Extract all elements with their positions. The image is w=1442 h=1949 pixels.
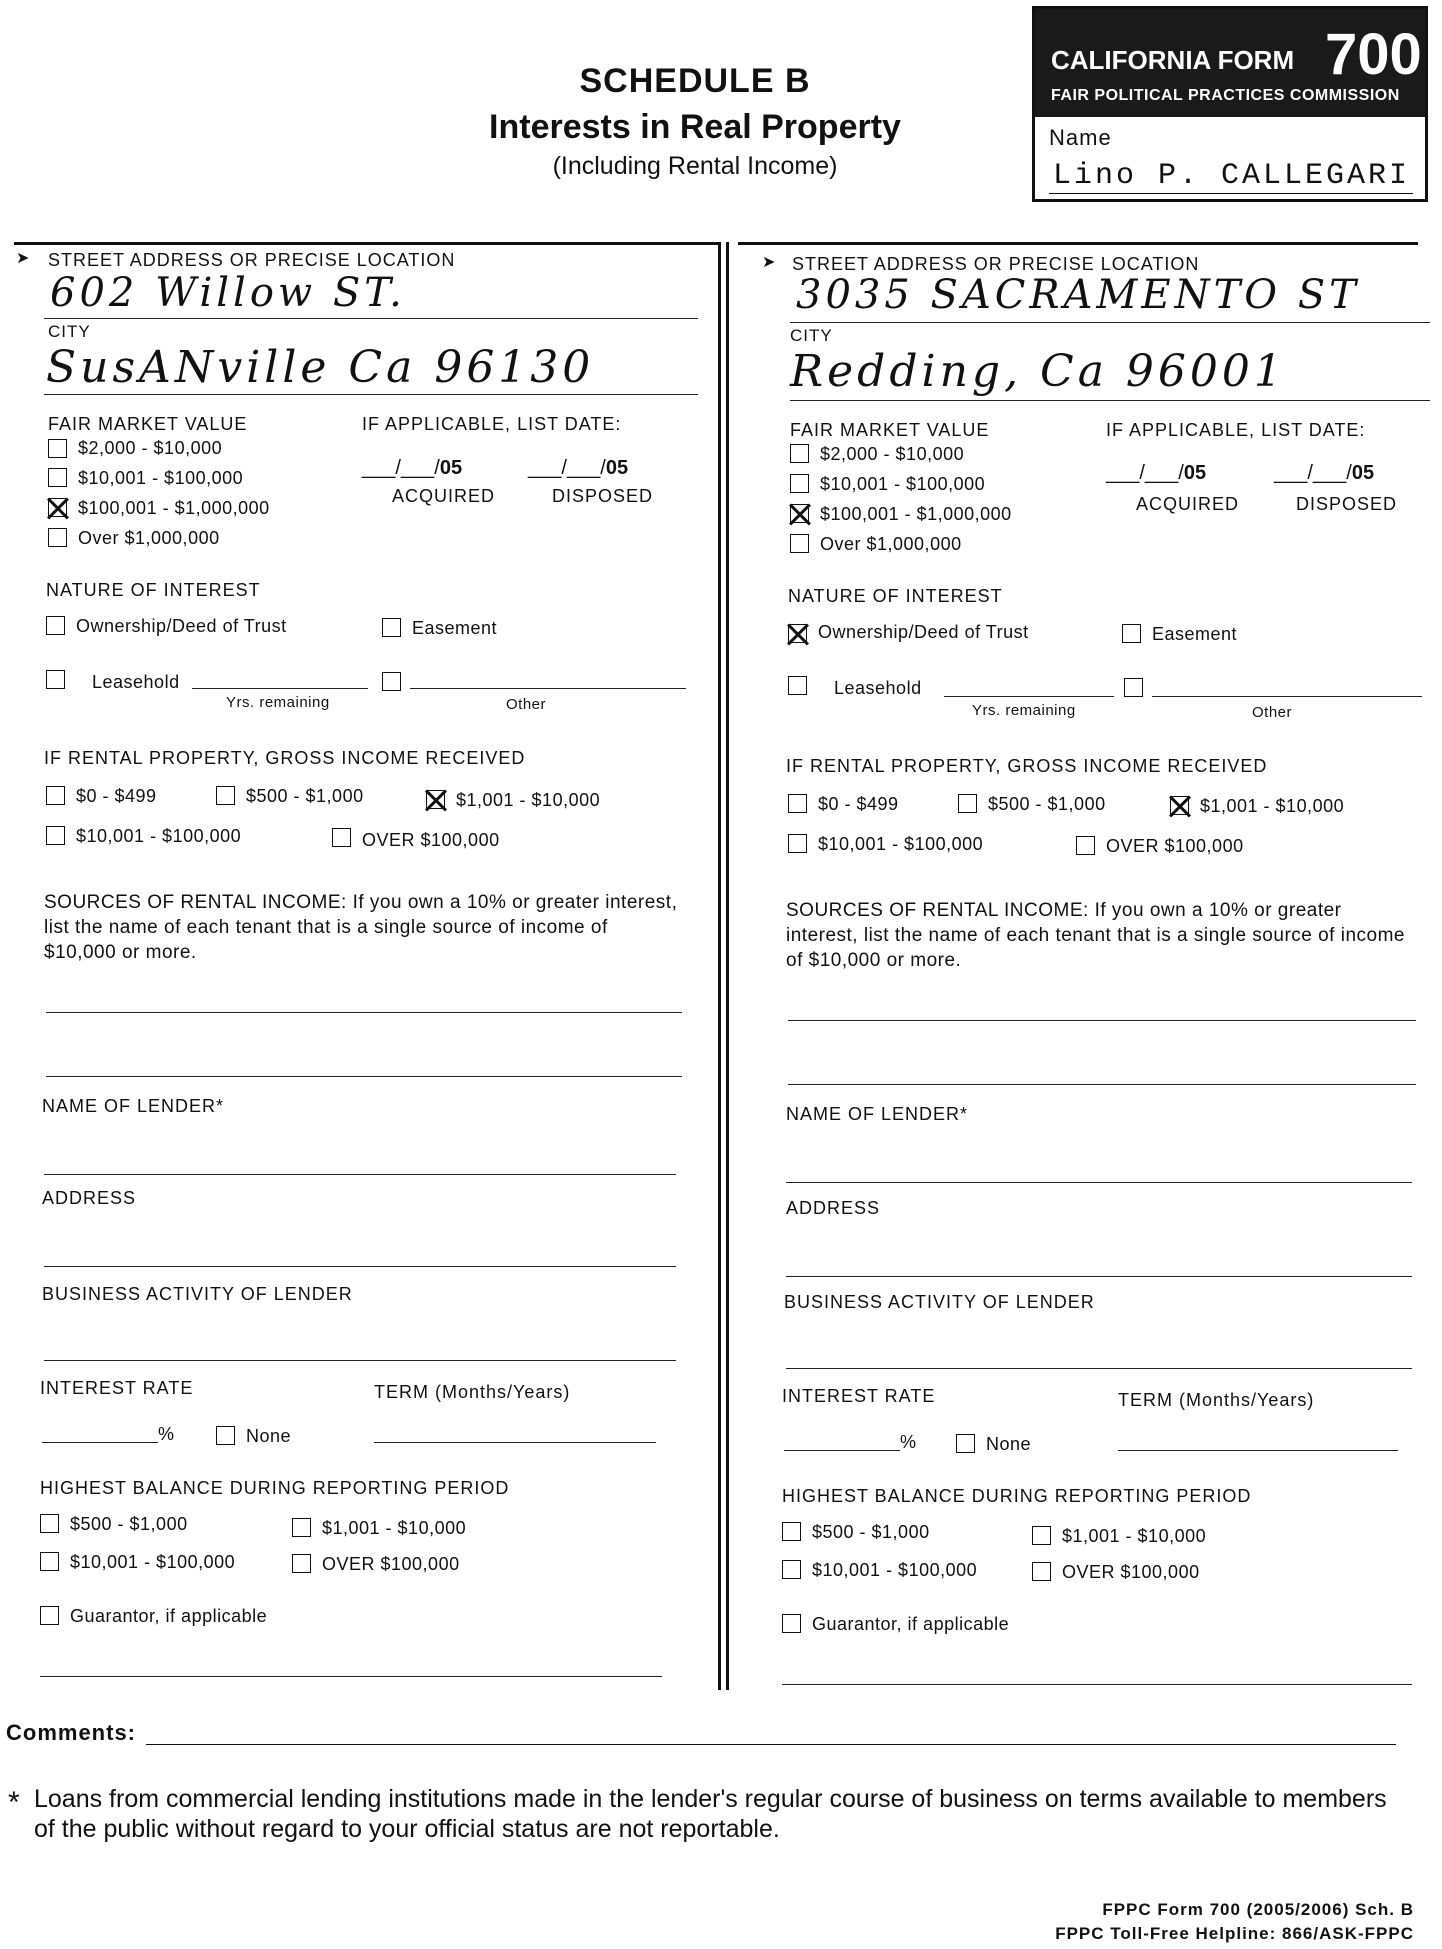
income-option-4: $10,001 - $100,000	[818, 834, 984, 854]
lender-name-label: NAME OF LENDER*	[42, 1096, 225, 1116]
sources-instructions: SOURCES OF RENTAL INCOME: If you own a 10% or greater interest, list the name of each tenant that is a single source of income of $10,000 or more.	[786, 900, 1405, 971]
balance-option-2: $1,001 - $10,000	[322, 1518, 467, 1538]
sources-instructions: SOURCES OF RENTAL INCOME: If you own a 10% or greater interest, list the name of each tenant that is a single source of income of $10,000 or more.	[44, 892, 678, 963]
interest-rate-label: INTEREST RATE	[782, 1386, 936, 1406]
schedule-note: (Including Rental Income)	[552, 152, 838, 180]
income-checkbox-4[interactable]	[788, 834, 807, 853]
disposed-date-field[interactable]: ___/___/05	[1274, 462, 1375, 484]
interest-rate-line[interactable]	[42, 1442, 158, 1443]
balance-checkbox-2[interactable]	[292, 1518, 311, 1537]
balance-checkbox-3[interactable]	[40, 1552, 59, 1571]
yrs-remaining-label: Yrs. remaining	[226, 694, 330, 711]
highest-balance-label: HIGHEST BALANCE DURING REPORTING PERIOD	[782, 1486, 1252, 1506]
income-checkbox-1[interactable]	[788, 794, 807, 813]
fmv-option-4: Over $1,000,000	[78, 528, 220, 548]
term-line[interactable]	[1118, 1450, 1398, 1451]
fmv-label: FAIR MARKET VALUE	[790, 420, 990, 440]
income-option-3: $1,001 - $10,000	[1200, 796, 1345, 816]
acquired-year: 05	[439, 457, 463, 479]
fmv-checkbox-2[interactable]	[48, 468, 67, 487]
form-id-box	[1032, 6, 1428, 202]
leasehold-label: Leasehold	[92, 672, 180, 692]
ownership-label: Ownership/Deed of Trust	[76, 616, 287, 636]
rental-income-label: IF RENTAL PROPERTY, GROSS INCOME RECEIVED	[786, 756, 1268, 776]
term-line[interactable]	[374, 1442, 656, 1443]
filer-name-field[interactable]: Lino P. CALLEGARI	[1053, 159, 1411, 193]
lender-name-label: NAME OF LENDER*	[786, 1104, 969, 1124]
fmv-checkbox-1[interactable]	[790, 444, 809, 463]
lender-address-label: ADDRESS	[42, 1188, 137, 1208]
disposed-label: DISPOSED	[552, 486, 654, 506]
street-field[interactable]: 3035 SACRAMENTO ST	[796, 272, 1360, 318]
other-line[interactable]	[410, 688, 686, 689]
balance-option-4: OVER $100,000	[322, 1554, 460, 1574]
business-activity-line[interactable]	[786, 1368, 1412, 1369]
column-top-rule	[738, 242, 1418, 245]
form-id-header	[1035, 9, 1425, 117]
balance-checkbox-3[interactable]	[782, 1560, 801, 1579]
income-option-2: $500 - $1,000	[988, 794, 1106, 814]
none-checkbox[interactable]	[216, 1426, 235, 1445]
guarantor-label: Guarantor, if applicable	[70, 1606, 268, 1626]
rental-income-label: IF RENTAL PROPERTY, GROSS INCOME RECEIVED	[44, 748, 526, 768]
other-checkbox[interactable]	[1124, 678, 1143, 697]
balance-option-3: $10,001 - $100,000	[812, 1560, 978, 1580]
street-label: STREET ADDRESS OR PRECISE LOCATION	[792, 254, 1200, 274]
yrs-remaining-line[interactable]	[192, 688, 368, 689]
guarantor-label: Guarantor, if applicable	[812, 1614, 1010, 1634]
lender-address-line[interactable]	[44, 1266, 676, 1267]
percent-sign: %	[158, 1424, 175, 1444]
balance-checkbox-4[interactable]	[1032, 1562, 1051, 1581]
fmv-option-3: $100,001 - $1,000,000	[820, 504, 1012, 524]
filer-name-label: Name	[1049, 125, 1112, 150]
street-underline	[44, 318, 698, 319]
fmv-option-1: $2,000 - $10,000	[820, 444, 965, 464]
balance-checkbox-1[interactable]	[782, 1522, 801, 1541]
helpline: FPPC Toll-Free Helpline: 866/ASK-FPPC	[1055, 1924, 1414, 1943]
income-option-3: $1,001 - $10,000	[456, 790, 601, 810]
income-option-1: $0 - $499	[76, 786, 157, 806]
street-label: STREET ADDRESS OR PRECISE LOCATION	[48, 250, 456, 270]
balance-option-4: OVER $100,000	[1062, 1562, 1200, 1582]
leasehold-label: Leasehold	[834, 678, 922, 698]
income-option-5: OVER $100,000	[1106, 836, 1244, 856]
interest-rate-label: INTEREST RATE	[40, 1378, 194, 1398]
lender-footnote: Loans from commercial lending institutions made in the lender's regular course of business on terms available to members of the public without regard to your official status are not reportable.	[34, 1785, 1387, 1843]
disposed-year: 05	[1351, 462, 1375, 484]
form-name: CALIFORNIA FORM	[1051, 45, 1295, 75]
city-field[interactable]: SusANville Ca 96130	[46, 342, 595, 393]
other-label: Other	[1252, 704, 1293, 721]
column-top-rule	[14, 242, 720, 245]
guarantor-line[interactable]	[40, 1676, 662, 1677]
fmv-checkbox-4[interactable]	[48, 528, 67, 547]
disposed-year: 05	[605, 457, 629, 479]
fmv-checkbox-4[interactable]	[790, 534, 809, 553]
income-checkbox-1[interactable]	[46, 786, 65, 805]
none-checkbox[interactable]	[956, 1434, 975, 1453]
income-option-2: $500 - $1,000	[246, 786, 364, 806]
fmv-checkbox-3-checked[interactable]	[790, 504, 809, 523]
other-checkbox[interactable]	[382, 672, 401, 691]
ownership-checkbox[interactable]	[46, 616, 65, 635]
city-label: CITY	[790, 326, 833, 345]
city-field[interactable]: Redding, Ca 96001	[790, 346, 1286, 397]
guarantor-line[interactable]	[782, 1684, 1412, 1685]
other-label: Other	[506, 696, 547, 713]
balance-option-1: $500 - $1,000	[812, 1522, 930, 1542]
sources-line-2[interactable]	[788, 1084, 1416, 1085]
lender-address-line[interactable]	[786, 1276, 1412, 1277]
easement-label: Easement	[1152, 624, 1238, 644]
commission-name: FAIR POLITICAL PRACTICES COMMISSION	[1051, 87, 1400, 104]
easement-label: Easement	[412, 618, 498, 638]
ownership-label: Ownership/Deed of Trust	[818, 622, 1029, 642]
fmv-label: FAIR MARKET VALUE	[48, 414, 248, 434]
fmv-option-3: $100,001 - $1,000,000	[78, 498, 270, 518]
city-underline	[790, 400, 1430, 401]
income-checkbox-2[interactable]	[958, 794, 977, 813]
nature-label: NATURE OF INTEREST	[46, 580, 261, 600]
ownership-checkbox-checked[interactable]	[788, 624, 807, 643]
acquired-label: ACQUIRED	[1136, 494, 1240, 514]
percent-sign: %	[900, 1432, 917, 1452]
guarantor-checkbox[interactable]	[782, 1614, 801, 1633]
leasehold-checkbox[interactable]	[46, 670, 65, 689]
yrs-remaining-label: Yrs. remaining	[972, 702, 1076, 719]
lender-address-label: ADDRESS	[786, 1198, 881, 1218]
date-instruction: IF APPLICABLE, LIST DATE:	[362, 414, 622, 434]
other-line[interactable]	[1152, 696, 1422, 697]
acquired-label: ACQUIRED	[392, 486, 496, 506]
income-option-4: $10,001 - $100,000	[76, 826, 242, 846]
lender-name-line[interactable]	[786, 1182, 1412, 1183]
none-label: None	[246, 1426, 292, 1446]
sources-line-1[interactable]	[46, 1012, 682, 1013]
income-checkbox-3-checked[interactable]	[426, 790, 445, 809]
business-activity-line[interactable]	[44, 1360, 676, 1361]
business-activity-label: BUSINESS ACTIVITY OF LENDER	[784, 1292, 1095, 1312]
form-version: FPPC Form 700 (2005/2006) Sch. B	[1102, 1900, 1414, 1919]
schedule-title: SCHEDULE B	[579, 62, 811, 100]
balance-option-3: $10,001 - $100,000	[70, 1552, 236, 1572]
sources-line-1[interactable]	[788, 1020, 1416, 1021]
column-left-rule	[726, 242, 729, 1690]
guarantor-checkbox[interactable]	[40, 1606, 59, 1625]
acquired-year: 05	[1183, 462, 1207, 484]
balance-checkbox-1[interactable]	[40, 1514, 59, 1533]
interest-rate-line[interactable]	[784, 1450, 900, 1451]
term-label: TERM (Months/Years)	[374, 1382, 571, 1402]
fmv-checkbox-2[interactable]	[790, 474, 809, 493]
property-column-right	[734, 242, 1442, 1692]
acquired-date-field[interactable]: ___/___/05	[362, 457, 463, 479]
lender-name-line[interactable]	[44, 1174, 676, 1175]
arrow-icon: ➤	[762, 254, 776, 271]
fmv-option-2: $10,001 - $100,000	[820, 474, 986, 494]
income-option-5: OVER $100,000	[362, 830, 500, 850]
fmv-option-2: $10,001 - $100,000	[78, 468, 244, 488]
schedule-subtitle: Interests in Real Property	[489, 108, 901, 146]
street-underline	[790, 322, 1430, 323]
comments-label: Comments:	[6, 1720, 137, 1745]
arrow-icon: ➤	[16, 250, 30, 267]
disposed-label: DISPOSED	[1296, 494, 1398, 514]
income-checkbox-5[interactable]	[1076, 836, 1095, 855]
sources-line-2[interactable]	[46, 1076, 682, 1077]
highest-balance-label: HIGHEST BALANCE DURING REPORTING PERIOD	[40, 1478, 510, 1498]
form-number: 700	[1325, 22, 1422, 87]
nature-label: NATURE OF INTEREST	[788, 586, 1003, 606]
fmv-checkbox-1[interactable]	[48, 439, 67, 458]
acquired-date-field[interactable]: ___/___/05	[1106, 462, 1207, 484]
fmv-checkbox-3-checked[interactable]	[48, 498, 67, 517]
balance-checkbox-2[interactable]	[1032, 1526, 1051, 1545]
street-field[interactable]: 602 Willow ST.	[50, 270, 406, 316]
income-checkbox-4[interactable]	[46, 826, 65, 845]
filer-name-underline	[1049, 193, 1413, 194]
easement-checkbox[interactable]	[382, 618, 401, 637]
yrs-remaining-line[interactable]	[944, 696, 1114, 697]
income-checkbox-5[interactable]	[332, 828, 351, 847]
balance-option-2: $1,001 - $10,000	[1062, 1526, 1207, 1546]
leasehold-checkbox[interactable]	[788, 676, 807, 695]
income-checkbox-3-checked[interactable]	[1170, 796, 1189, 815]
column-right-rule	[718, 242, 721, 1690]
city-label: CITY	[48, 322, 91, 341]
fmv-option-4: Over $1,000,000	[820, 534, 962, 554]
easement-checkbox[interactable]	[1122, 624, 1141, 643]
business-activity-label: BUSINESS ACTIVITY OF LENDER	[42, 1284, 353, 1304]
date-instruction: IF APPLICABLE, LIST DATE:	[1106, 420, 1366, 440]
fmv-option-1: $2,000 - $10,000	[78, 438, 223, 458]
property-column-left	[10, 242, 728, 1692]
balance-option-1: $500 - $1,000	[70, 1514, 188, 1534]
asterisk-icon: *	[8, 1786, 20, 1819]
term-label: TERM (Months/Years)	[1118, 1390, 1315, 1410]
disposed-date-field[interactable]: ___/___/05	[528, 457, 629, 479]
comments-field[interactable]	[146, 1744, 1396, 1745]
income-checkbox-2[interactable]	[216, 786, 235, 805]
income-option-1: $0 - $499	[818, 794, 899, 814]
balance-checkbox-4[interactable]	[292, 1554, 311, 1573]
city-underline	[44, 394, 698, 395]
none-label: None	[986, 1434, 1032, 1454]
